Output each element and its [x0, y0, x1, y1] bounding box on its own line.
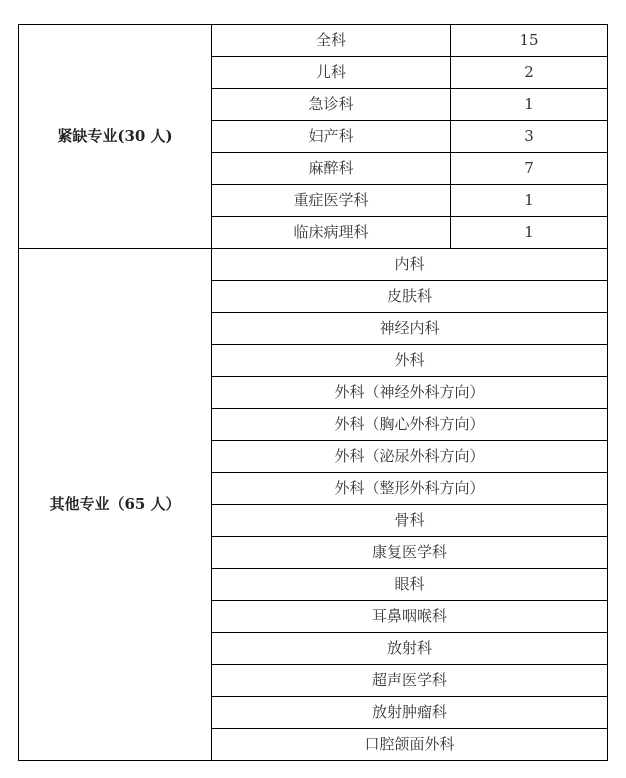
- table-row: [19, 249, 608, 281]
- major-cell: 麻醉科: [212, 153, 451, 185]
- major-cell: 急诊科: [212, 89, 451, 121]
- major-cell: 放射肿瘤科: [212, 697, 608, 729]
- major-cell: 超声医学科: [212, 665, 608, 697]
- major-cell: 放射科: [212, 633, 608, 665]
- major-cell: 骨科: [212, 505, 608, 537]
- count-cell: 2: [451, 57, 608, 89]
- major-cell: 儿科: [212, 57, 451, 89]
- major-cell: 皮肤科: [212, 281, 608, 313]
- major-cell: 外科: [212, 345, 608, 377]
- count-cell: 3: [451, 121, 608, 153]
- table-body: [19, 25, 608, 761]
- major-cell: 耳鼻咽喉科: [212, 601, 608, 633]
- major-cell: 外科（泌尿外科方向）: [212, 441, 608, 473]
- count-cell: 15: [451, 25, 608, 57]
- major-cell: 神经内科: [212, 313, 608, 345]
- count-cell: 1: [451, 217, 608, 249]
- major-cell: 全科: [212, 25, 451, 57]
- major-cell: 外科（整形外科方向）: [212, 473, 608, 505]
- major-cell: 康复医学科: [212, 537, 608, 569]
- major-cell: 外科（神经外科方向）: [212, 377, 608, 409]
- major-cell: 外科（胸心外科方向）: [212, 409, 608, 441]
- count-cell: 7: [451, 153, 608, 185]
- count-cell: 1: [451, 89, 608, 121]
- specialty-quota-table: [18, 24, 608, 761]
- major-cell: 口腔颌面外科: [212, 729, 608, 761]
- major-cell: 眼科: [212, 569, 608, 601]
- major-cell: 内科: [212, 249, 608, 281]
- count-cell: 1: [451, 185, 608, 217]
- major-cell: 妇产科: [212, 121, 451, 153]
- group-label-shortage: 紧缺专业(30 人): [19, 25, 212, 249]
- major-cell: 临床病理科: [212, 217, 451, 249]
- major-cell: 重症医学科: [212, 185, 451, 217]
- group-label-other: 其他专业（65 人）: [19, 249, 212, 761]
- table-row: [19, 25, 608, 57]
